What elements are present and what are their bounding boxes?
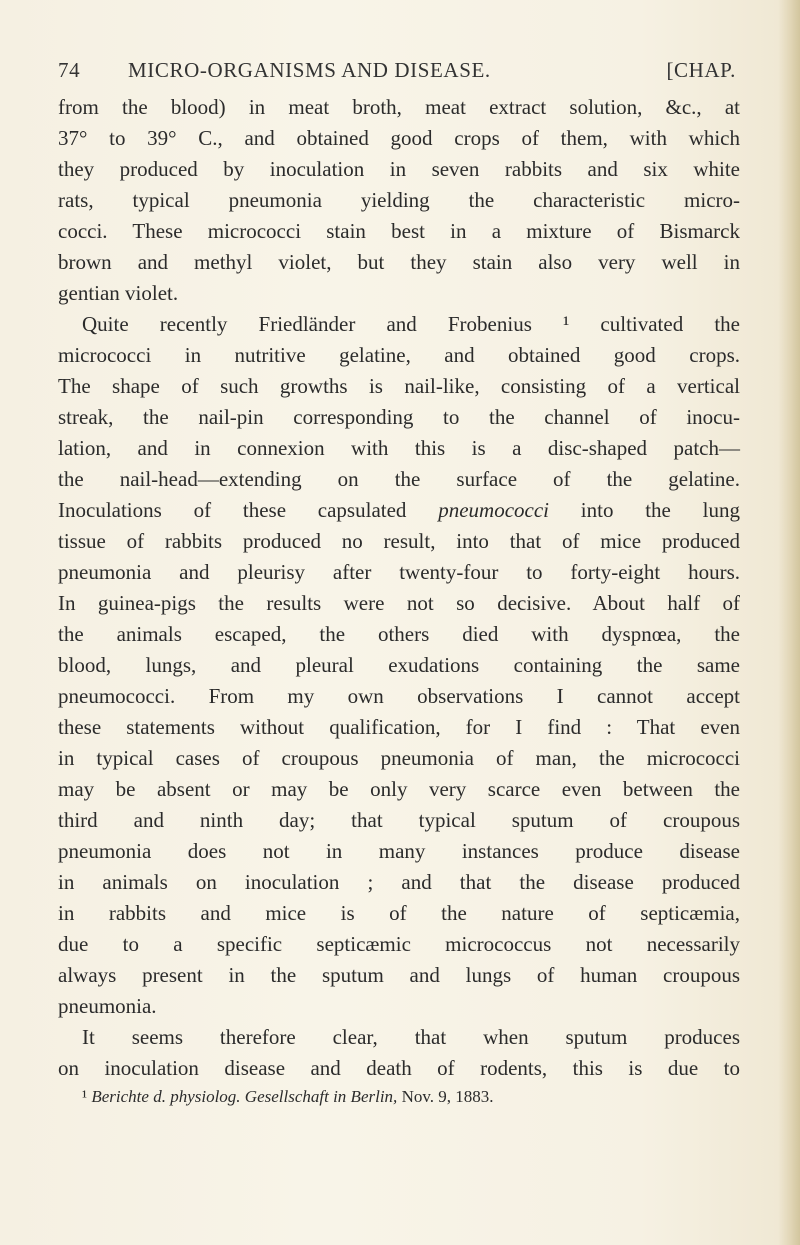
text-line: in typical cases of croupous pneumonia of man, the micrococci	[58, 746, 740, 770]
text-line: they produced by inoculation in seven rabbits and six white	[58, 157, 740, 181]
text-line: It seems therefore clear, that when sputum produces	[82, 1025, 740, 1049]
text-line: blood, lungs, and pleural exudations containing the same	[58, 653, 740, 677]
text-line: from the blood) in meat broth, meat extract solution, &c., at	[58, 95, 740, 119]
text-line: on inoculation disease and death of rodents, this is due to	[58, 1056, 740, 1080]
text-line: pneumonia.	[58, 994, 157, 1018]
text-line: micrococci in nutritive gelatine, and obtained good crops.	[58, 343, 740, 367]
footnote-marker: ¹	[82, 1087, 88, 1106]
text-line: brown and methyl violet, but they stain also very well in	[58, 250, 740, 274]
text-line: pneumonia does not in many instances produce disease	[58, 839, 740, 863]
text-line: Inoculations of these capsulated pneumococci into the lung	[58, 498, 740, 522]
footnote-date: Nov. 9, 1883.	[401, 1087, 494, 1106]
text-line: the animals escaped, the others died with dyspnœa, the	[58, 622, 740, 646]
footnote	[58, 1084, 740, 1110]
text-block	[58, 58, 740, 1110]
footnote-source: Berichte d. physiolog. Gesellschaft in Berlin,	[91, 1087, 398, 1106]
text-line: the nail-head—extending on the surface of the gelatine.	[58, 467, 740, 491]
text-line: rats, typical pneumonia yielding the characteristic micro-	[58, 188, 740, 212]
text-line: in rabbits and mice is of the nature of septicæmia,	[58, 901, 740, 925]
text-line: tissue of rabbits produced no result, into that of mice produced	[58, 529, 740, 553]
text-line: pneumococci. From my own observations I cannot accept	[58, 684, 740, 708]
text-line: streak, the nail-pin corresponding to the channel of inocu-	[58, 405, 740, 429]
text-line: third and ninth day; that typical sputum of croupous	[58, 808, 740, 832]
body-text	[58, 92, 740, 1084]
text-line: due to a specific septicæmic micrococcus not necessarily	[58, 932, 740, 956]
text-line: these statements without qualification, for I find : That even	[58, 715, 740, 739]
text-line: in animals on inoculation ; and that the disease produced	[58, 870, 740, 894]
text-line: always present in the sputum and lungs of human croupous	[58, 963, 740, 987]
page-edge-shadow	[778, 0, 800, 1245]
text-line: gentian violet.	[58, 281, 179, 305]
text-line: Quite recently Friedländer and Frobenius ¹ cultivated the	[82, 312, 740, 336]
text-line: lation, and in connexion with this is a disc-shaped patch—	[58, 436, 740, 460]
text-line: pneumonia and pleurisy after twenty-four to forty-eight hours.	[58, 560, 740, 584]
chapter-marker: [CHAP.	[666, 58, 736, 82]
text-line: In guinea-pigs the results were not so decisive. About half of	[58, 591, 740, 615]
text-line: The shape of such growths is nail-like, consisting of a vertical	[58, 374, 740, 398]
running-head	[58, 58, 740, 92]
text-line: may be absent or may be only very scarce even between the	[58, 777, 740, 801]
text-line: 37° to 39° C., and obtained good crops of them, with which	[58, 126, 740, 150]
italic-term: pneumococci	[438, 498, 549, 522]
page-number: 74	[58, 58, 81, 82]
running-title: MICRO-ORGANISMS AND DISEASE.	[128, 58, 491, 82]
text-line: cocci. These micrococci stain best in a mixture of Bismarck	[58, 219, 740, 243]
